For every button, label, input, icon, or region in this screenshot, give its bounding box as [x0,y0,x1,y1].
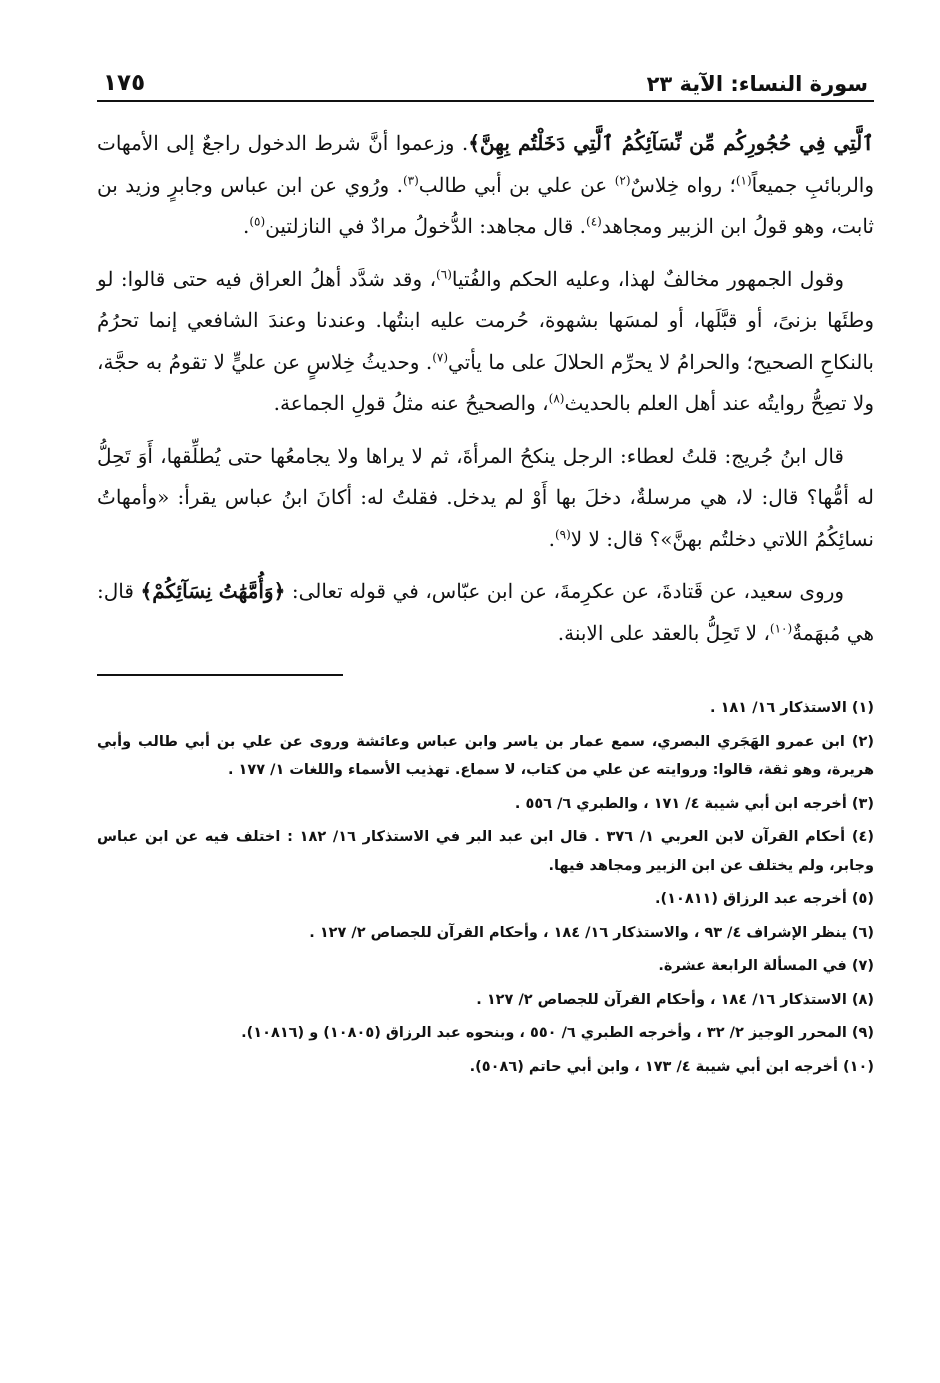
footnote [97,952,874,981]
body-text: . [548,526,555,551]
paragraph [97,571,874,654]
footnote [97,694,874,723]
footnote-reference: (١٠) [769,620,793,635]
footnote-number: (٣) [851,795,874,812]
footnote-text: أحكام القرآن لابن العربي ١/ ٣٧٦ . قال ابن عبد البر في الاستذكار ١٦/ ١٨٢ : اختلف فيه عن ابن عباس وجابر، ولم يختلف عن ابن الزبير ومجاهد فيها. [97,829,874,874]
footnote-reference: (٦) [436,266,452,281]
footnote-number: (٩) [851,1025,874,1041]
surah-title: سورة النساء: الآية ٢٣ [646,72,868,96]
body-text: ، لا تَحِلُّ بالعقد على الابنة. [557,620,770,645]
body-text: . قال مجاهد: الدُّخولُ مرادٌ في النازلتين [265,214,586,238]
footnote-separator [97,674,343,676]
footnote-reference: (٧) [432,349,449,364]
footnote-number: (٧) [851,958,874,974]
body-text: ؛ رواه خِلاسٌ [630,172,736,197]
footnote-reference: (٩) [554,526,571,541]
body-text: . وحديثُ خِلاسٍ عن عليٍّ لا تقومُ به حجَّة، ولا تصِحُّ روايتُه عند أهل العلم بالحديث [97,349,874,415]
body-text: وقول الجمهور مخالفٌ لهذا، وعليه الحكم والفُتيا [451,266,844,291]
page-number: ١٧٥ [103,70,146,96]
body-text: ، وقد شدَّد أهلُ العراق فيه حتى قالوا: لو وطئَها بزنىً، أو قبَّلَها، أو لمسَها بشهوة، حُرمت عليه ابنتُها. وعندنا وعندَ الشافعي إنما تحرُمُ بالنكاحِ الصحيح؛ والحرامُ لا يحرِّم الحلالَ على ما يأتي [97,266,875,374]
footnote-text: في المسألة الرابعة عشرة. [658,958,847,974]
body-text: قال ابنُ جُريج: قلتُ لعطاء: الرجل ينكحُ المرأةَ، ثم لا يراها ولا يجامعُها حتى يُطلِّقها، أَوَ تَحِلُّ له أمُّها؟ قال: لا، هي مرسلةٌ، دخلَ بها أَوْ لم يدخل. فقلتُ له: أكانَ ابنُ عباس يقرأ: «وأمهاتُ نسائِكُمُ اللاتي دخلتُم بهنَّ»؟ قال: لا لا [97,443,874,551]
footnote-text: ابن عمرو الهَجَري البصري، سمع عمار بن ياسر وابن عباس وعائشة وروى عن علي بن أبي طالب وأبي هريرة، وهو ثقة، قالوا: وروايته عن علي من كتاب، لا سماع. تهذيب الأسماء واللغات ١/ ١٧٧ . [97,733,874,778]
footnote-reference: (٣) [402,172,419,187]
footnote-number: (٥) [851,891,874,907]
footnote [97,728,874,785]
body-text: وروى سعيد، عن قَتادةَ، عن عكرِمةَ، عن ابن عبّاس، في قوله تعالى: [285,579,845,603]
footnote-text: أخرجه ابن أبي شيبة ٤/ ١٧١ ، والطبري ٦/ ٥٥٦ . [514,795,847,812]
footnote-number: (٦) [851,924,874,941]
footnote-number: (١) [851,700,874,716]
footnote-text: الاستذكار ١٦/ ١٨٤ ، وأحكام القرآن للجصاص ٢/ ١٢٧ . [476,991,847,1008]
footnote-reference: (٤) [586,214,602,229]
footnote-text: أخرجه ابن أبي شيبة ٤/ ١٧٣ ، وابن أبي حاتم (٥٠٨٦). [469,1058,838,1075]
paragraph [97,123,874,248]
quran-verse: ٱلَّتِي فِي حُجُورِكُم مِّن نِّسَآئِكُمُ ٱلَّتِي دَخَلْتُم بِهِنَّ﴾ [468,131,874,155]
footnote [97,823,874,880]
main-text [97,123,874,654]
footnote [97,986,874,1015]
footnote-reference: (١) [735,172,752,187]
footnote-text: أخرجه عبد الرزاق (١٠٨١١). [655,891,847,907]
footnote-number: (٨) [851,991,874,1008]
footnote-text: ينظر الإشراف ٤/ ٩٣ ، والاستذكار ١٦/ ١٨٤ ، وأحكام القرآن للجصاص ٢/ ١٢٧ . [309,924,847,941]
page-header [97,58,874,102]
body-text: قال: هي مُبهَمةٌ [97,579,874,645]
body-text: ، والصحيحُ عنه مثلُ قولِ الجماعة. [273,391,549,415]
footnote-number: (٤) [851,829,874,845]
body-text: . ورُوي عن ابن عباس وجابرٍ وزيد بن ثابت، وهو قولُ ابن الزبير ومجاهد [97,172,874,238]
footnote-text: المحرر الوجيز ٢/ ٣٢ ، وأخرجه الطبري ٦/ ٥٥٠ ، وبنحوه عبد الرزاق (١٠٨٠٥) و (١٠٨١٦). [241,1025,847,1041]
footnote [97,885,874,914]
paragraph [97,436,874,561]
body-text: . وزعموا أنَّ شرط الدخول راجعٌ إلى الأمهات والربائبِ جميعاً [97,131,875,197]
footnote [97,1053,874,1082]
paragraph [97,259,874,425]
footnote-number: (٢) [851,733,874,750]
footnote [97,1019,874,1048]
footnotes [97,694,874,1081]
footnote-reference: (٢) [614,172,631,187]
quran-verse: ﴿وَأُمَّهَٰتُ نِسَآئِكُمْ﴾ [140,579,286,603]
footnote-text: الاستذكار ١٦/ ١٨١ . [710,700,847,716]
footnote-reference: (٥) [249,214,266,229]
footnote-reference: (٨) [548,391,565,406]
footnote [97,919,874,948]
footnote-number: (١٠) [843,1058,874,1075]
footnote [97,790,874,819]
body-text: . [242,214,250,238]
body-text: عن علي بن أبي طالب [418,172,615,197]
